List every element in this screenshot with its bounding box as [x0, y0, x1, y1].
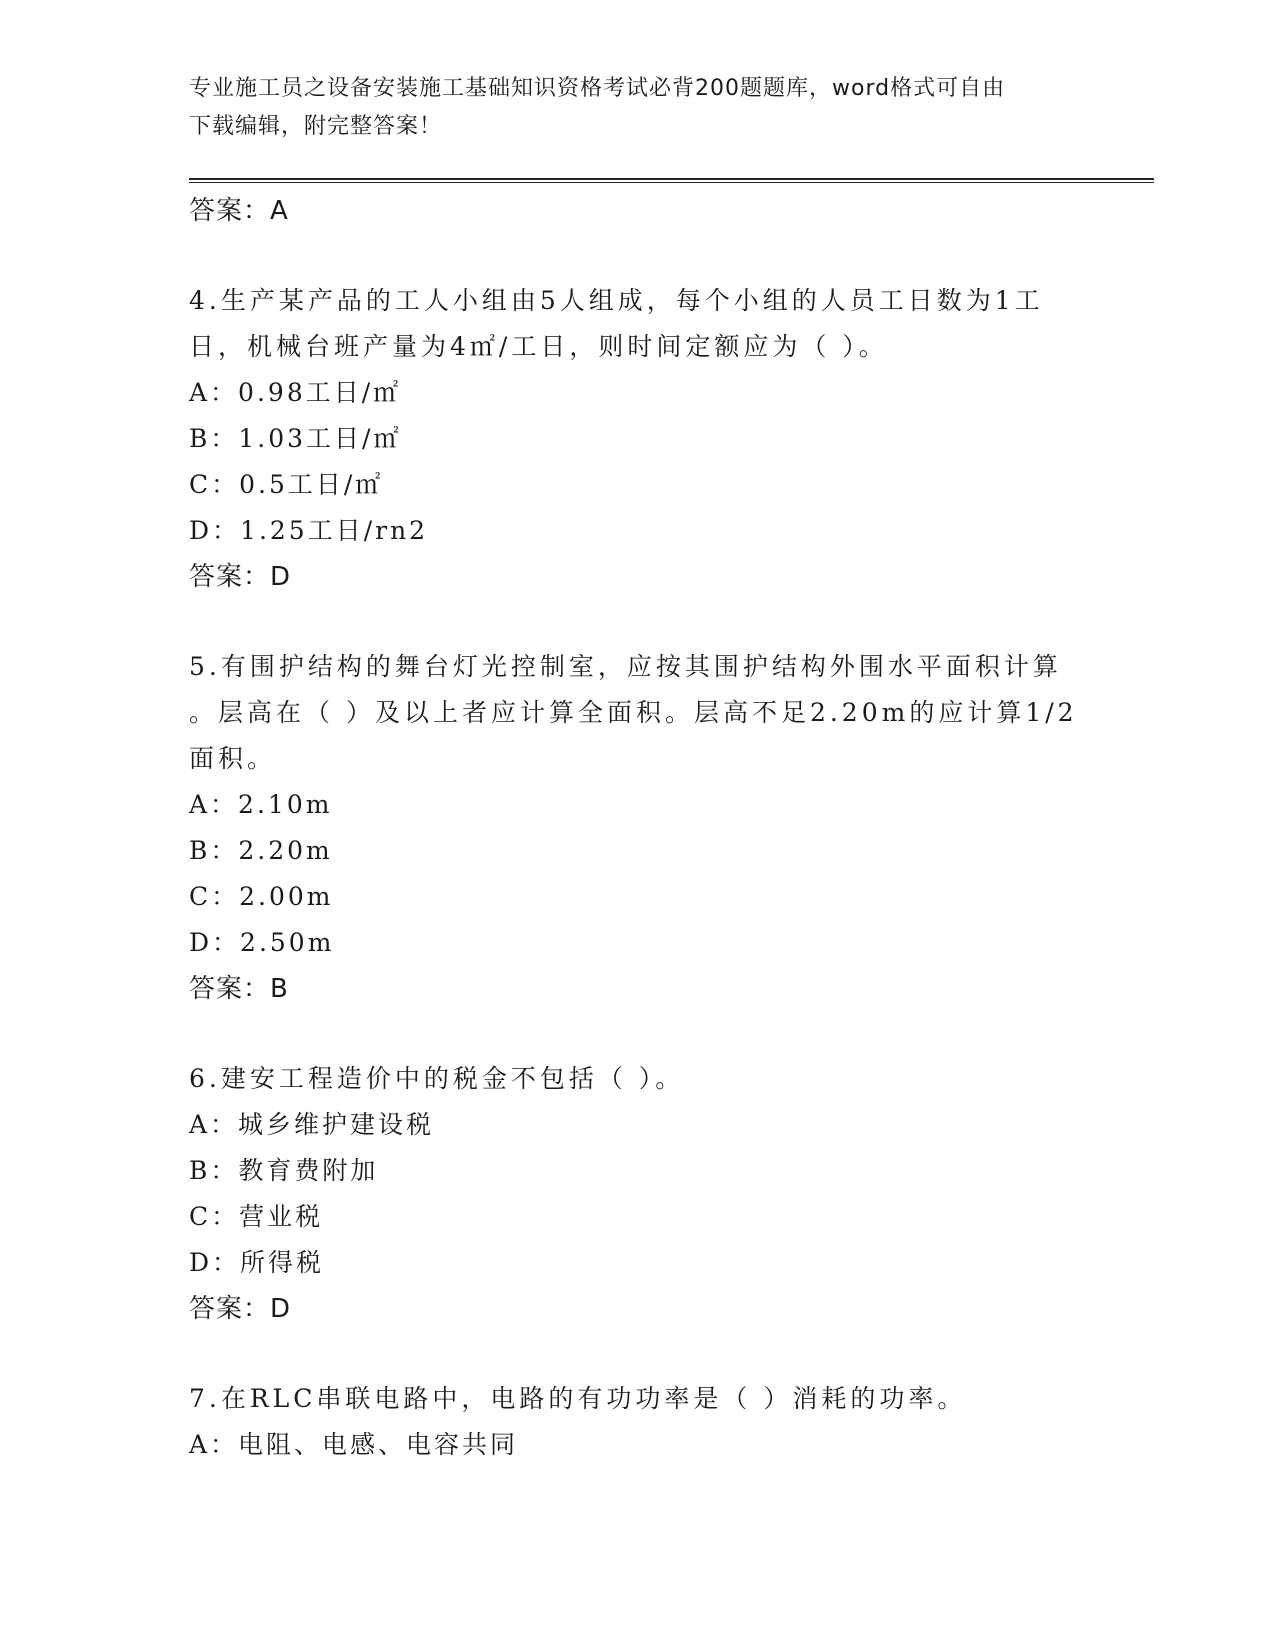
option-c: C：营业税	[189, 1202, 324, 1231]
question-text	[189, 1056, 1069, 1102]
option-c: C：0.5工日/㎡	[189, 470, 384, 499]
question-text	[189, 278, 1069, 370]
question-item	[189, 1376, 1069, 1468]
option-b: B：1.03工日/㎡	[189, 424, 402, 453]
answer-label: 答案：D	[189, 1294, 292, 1324]
header-divider	[189, 178, 1154, 183]
question-item	[189, 1056, 1069, 1332]
question-item	[189, 278, 1069, 600]
question-text-line: 5.有围护结构的舞台灯光控制室，应按其围护结构外围水平面积计算	[189, 652, 1062, 681]
question-text-line: 4.生产某产品的工人小组由5人组成，每个小组的人员工日数为1工	[189, 286, 1044, 315]
question-text-line: 面积。	[189, 744, 277, 773]
answer-label: 答案：D	[189, 562, 292, 592]
option-b: B：2.20m	[189, 836, 333, 865]
question-text-line: 日，机械台班产量为4㎡/工日，则时间定额应为（ ）。	[189, 332, 888, 361]
option-a: A：0.98工日/㎡	[189, 378, 402, 407]
question-text-line: 6.建安工程造价中的税金不包括（ ）。	[189, 1064, 685, 1093]
question-text-line: 。层高在（ ）及以上者应计算全面积。层高不足2.20m的应计算1/2	[189, 698, 1078, 727]
option-c: C：2.00m	[189, 882, 334, 911]
header-title-line-1: 专业施工员之设备安装施工基础知识资格考试必背200题题库，word格式可自由	[189, 76, 1006, 101]
answer-label: 答案：B	[189, 974, 289, 1004]
question-text	[189, 644, 1078, 782]
option-d: D：2.50m	[189, 928, 335, 957]
header-title-line-2: 下载编辑，附完整答案！	[189, 114, 443, 139]
page-header	[189, 70, 1069, 146]
question-item	[189, 644, 1078, 1012]
option-a: A：电阻、电感、电容共同	[189, 1430, 519, 1459]
option-d: D：1.25工日/rn2	[189, 516, 429, 545]
option-b: B：教育费附加	[189, 1156, 379, 1185]
answer-label: 答案：A	[189, 196, 289, 226]
option-a: A：城乡维护建设税	[189, 1110, 435, 1139]
question-text-line: 7.在RLC串联电路中，电路的有功功率是（ ）消耗的功率。	[189, 1384, 967, 1413]
option-d: D：所得税	[189, 1248, 325, 1277]
question-list	[189, 188, 1078, 1468]
question-text	[189, 1376, 1069, 1422]
option-a: A：2.10m	[189, 790, 333, 819]
